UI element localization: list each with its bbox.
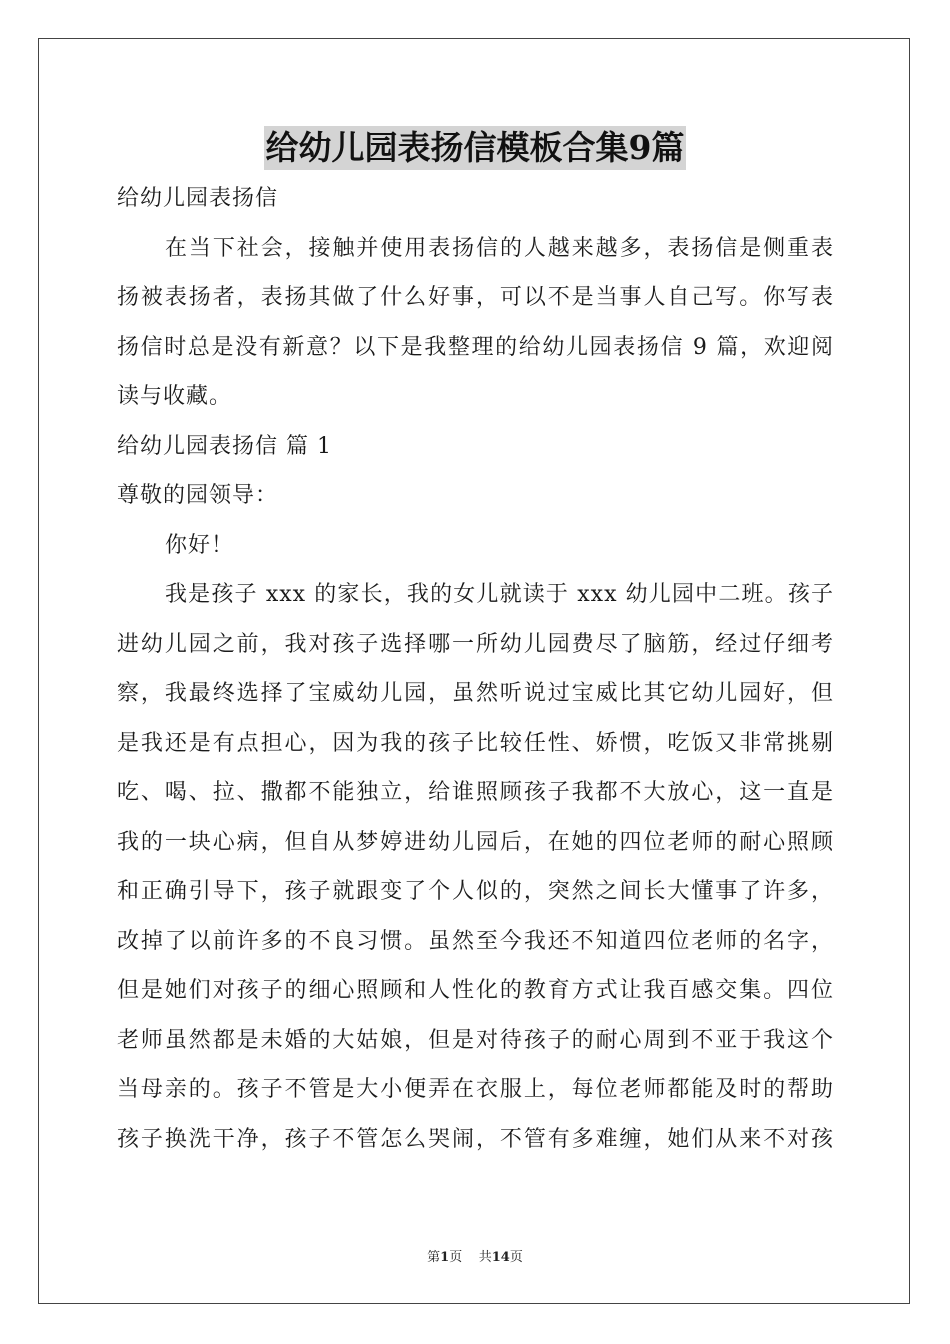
paragraph-line: 扬信时总是没有新意？以下是我整理的给幼儿园表扬信 9 篇，欢迎阅 <box>117 334 834 360</box>
paragraph-line: 老师虽然都是未婚的大姑娘，但是对待孩子的耐心周到不亚于我这个 <box>117 1027 834 1053</box>
footer-total-unit: 页 <box>509 1250 523 1265</box>
page-number: 1 <box>440 1250 450 1265</box>
paragraph-line: 但是她们对孩子的细心照顾和人性化的教育方式让我百感交集。四位 <box>117 978 834 1003</box>
paragraph-line: 和正确引导下，孩子就跟变了个人似的，突然之间长大懂事了许多， <box>117 879 834 904</box>
paragraph-line: 是我还是有点担心，因为我的孩子比较任性、娇惯，吃饭又非常挑剔 <box>117 730 834 756</box>
paragraph-line: 读与收藏。 <box>117 384 233 409</box>
footer-prefix: 第 <box>427 1250 441 1265</box>
section-heading: 给幼儿园表扬信 <box>117 186 279 211</box>
paragraph-line: 当母亲的。孩子不管是大小便弄在衣服上，每位老师都能及时的帮助 <box>117 1077 834 1102</box>
document-body <box>117 174 834 1164</box>
paragraph-line: 吃、喝、拉、撒都不能独立，给谁照顾孩子我都不大放心，这一直是 <box>117 780 834 805</box>
footer-page-unit: 页 <box>449 1250 463 1265</box>
title-container <box>0 126 950 170</box>
greeting: 你好！ <box>165 532 235 558</box>
salutation: 尊敬的园领导： <box>117 483 279 508</box>
footer-total-prefix: 共 <box>478 1250 492 1265</box>
paragraph-line: 在当下社会，接触并使用表扬信的人越来越多，表扬信是侧重表 <box>165 235 834 261</box>
paragraph-line: 进幼儿园之前，我对孩子选择哪一所幼儿园费尽了脑筋，经过仔细考 <box>117 631 834 657</box>
paragraph-line: 扬被表扬者，表扬其做了什么好事，可以不是当事人自己写。你写表 <box>117 285 834 310</box>
total-pages: 14 <box>491 1250 510 1265</box>
page-footer <box>0 1246 950 1265</box>
letter-heading: 给幼儿园表扬信 篇 1 <box>117 433 332 459</box>
paragraph-line: 我是孩子 xxx 的家长，我的女儿就读于 xxx 幼儿园中二班。孩子 <box>165 582 834 607</box>
paragraph-line: 我的一块心病，但自从梦婷进幼儿园后，在她的四位老师的耐心照顾 <box>117 829 834 855</box>
paragraph-line: 察，我最终选择了宝威幼儿园，虽然听说过宝威比其它幼儿园好，但 <box>117 681 834 706</box>
document-title: 给幼儿园表扬信模板合集9篇 <box>264 126 687 170</box>
paragraph-line: 改掉了以前许多的不良习惯。虽然至今我还不知道四位老师的名字， <box>117 928 834 954</box>
paragraph-line: 孩子换洗干净，孩子不管怎么哭闹，不管有多难缠，她们从来不对孩 <box>117 1126 834 1152</box>
